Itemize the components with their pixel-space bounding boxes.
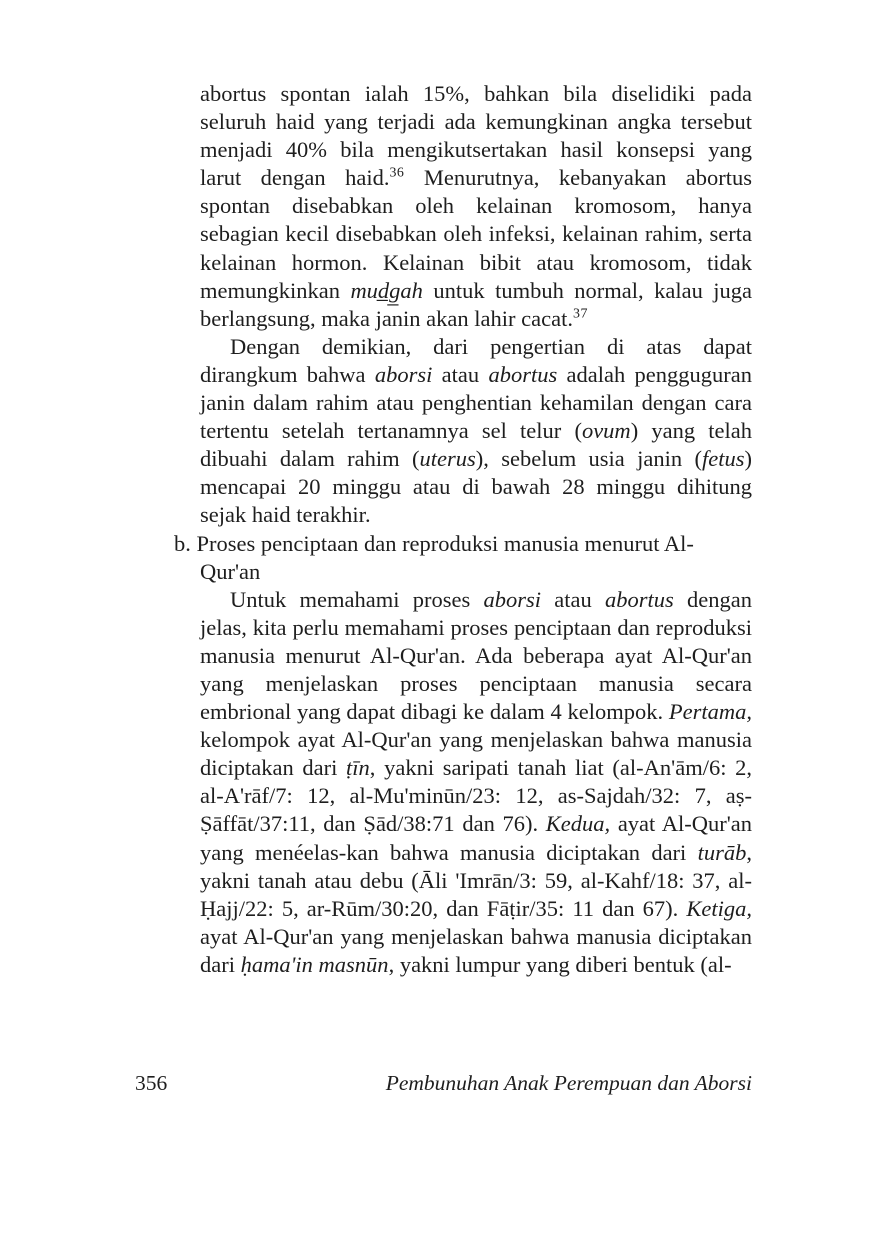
- italic-text: turāb: [697, 839, 747, 865]
- italic-text: aborsi: [374, 361, 433, 387]
- footnote-reference: 36: [389, 165, 405, 181]
- body-text: atau: [541, 586, 605, 612]
- body-text: , yakni saripati tanah liat (al-An'ām/6: 2, al-A'rāf/7: 12, al-Mu'minūn/23: 12, as-Sajdah/32: 7, aṣ-Ṣāffāt/37:11, dan Ṣād/38:71 dan 76).: [200, 755, 752, 837]
- italic-text: ḥama'in masnūn: [240, 951, 389, 977]
- section-heading: [174, 530, 752, 586]
- page-footer: [135, 1070, 752, 1096]
- body-text: ) yang telah dibuahi dalam rahim (: [200, 418, 752, 472]
- italic-text: mud̲g̲ah: [350, 277, 423, 303]
- text-block: [174, 80, 752, 979]
- italic-text: ṭīn: [346, 755, 370, 781]
- italic-text: Pertama,: [668, 699, 752, 725]
- italic-text: aborsi: [483, 586, 541, 612]
- body-text: atau: [432, 361, 489, 387]
- body-text: Menurutnya, kebanyakan abortus spontan disebabkan oleh kelainan kromosom, hanya sebagian kecil disebabkan oleh infeksi, kelainan rahim, serta kelainan hormon. Kelainan bibit atau kromosom, tidak memungkinkan: [200, 165, 752, 303]
- section-heading-label: b.: [174, 530, 197, 556]
- body-text: , yakni tanah atau debu (Āli 'Imrān/3: 59, al-Kahf/18: 37, al-Ḥajj/22: 5, ar-Rūm/30:20, dan Fāṭir/35: 11 dan 67).: [200, 839, 752, 921]
- body-text: ) mencapai 20 minggu atau di bawah 28 minggu dihitung sejak haid terakhir.: [200, 446, 752, 528]
- footnote-reference: 37: [572, 306, 588, 322]
- body-text: untuk tumbuh normal, kalau juga berlangsung, maka janin akan lahir cacat.: [200, 277, 752, 331]
- body-text: adalah pengguguran janin dalam rahim atau penghentian kehamilan dengan cara tertentu setelah tertanamnya sel telur (: [200, 361, 752, 444]
- body-text: Proses penciptaan dan reproduksi manusia menurut Al-Qur'an: [196, 530, 694, 584]
- italic-text: abortus: [488, 361, 558, 387]
- italic-text: abortus: [605, 586, 674, 612]
- italic-text: fetus: [702, 446, 745, 472]
- body-text: Untuk memahami proses: [230, 586, 484, 612]
- paragraph: [200, 80, 752, 333]
- italic-text: ovum: [581, 418, 631, 444]
- running-title: Pembunuhan Anak Perempuan dan Aborsi: [385, 1071, 752, 1095]
- body-text: ayat Al-Qur'an yang menéelas-kan bahwa manusia diciptakan dari: [200, 811, 752, 865]
- body-text: abortus spontan ialah 15%, bahkan bila diselidiki pada seluruh haid yang terjadi ada kemungkinan angka tersebut menjadi 40% bila mengikutsertakan hasil konsepsi yang larut dengan haid.: [200, 81, 752, 191]
- body-text: ayat Al-Qur'an yang menjelaskan bahwa manusia diciptakan dari: [200, 923, 752, 977]
- page-number: 356: [135, 1071, 168, 1095]
- italic-text: uterus: [419, 446, 476, 472]
- body-text: dengan jelas, kita perlu memahami proses penciptaan dan reproduksi manusia menurut Al-Qur'an. Ada beberapa ayat Al-Qur'an yang menjelaskan proses penciptaan manusia secara embrional yang dapat dibagi ke dalam 4 kelompok.: [200, 586, 752, 725]
- body-text: ), sebelum usia janin (: [475, 446, 702, 472]
- paragraph: [200, 586, 752, 979]
- paragraph: [200, 333, 752, 530]
- italic-text: Kedua,: [545, 811, 611, 837]
- body-text: Dengan demikian, dari pengertian di atas dapat dirangkum bahwa: [200, 333, 752, 387]
- italic-text: Ketiga,: [686, 895, 752, 921]
- body-text: , yakni lumpur yang diberi bentuk (al-: [388, 951, 732, 977]
- body-text: kelompok ayat Al-Qur'an yang menjelaskan bahwa manusia diciptakan dari: [200, 727, 752, 781]
